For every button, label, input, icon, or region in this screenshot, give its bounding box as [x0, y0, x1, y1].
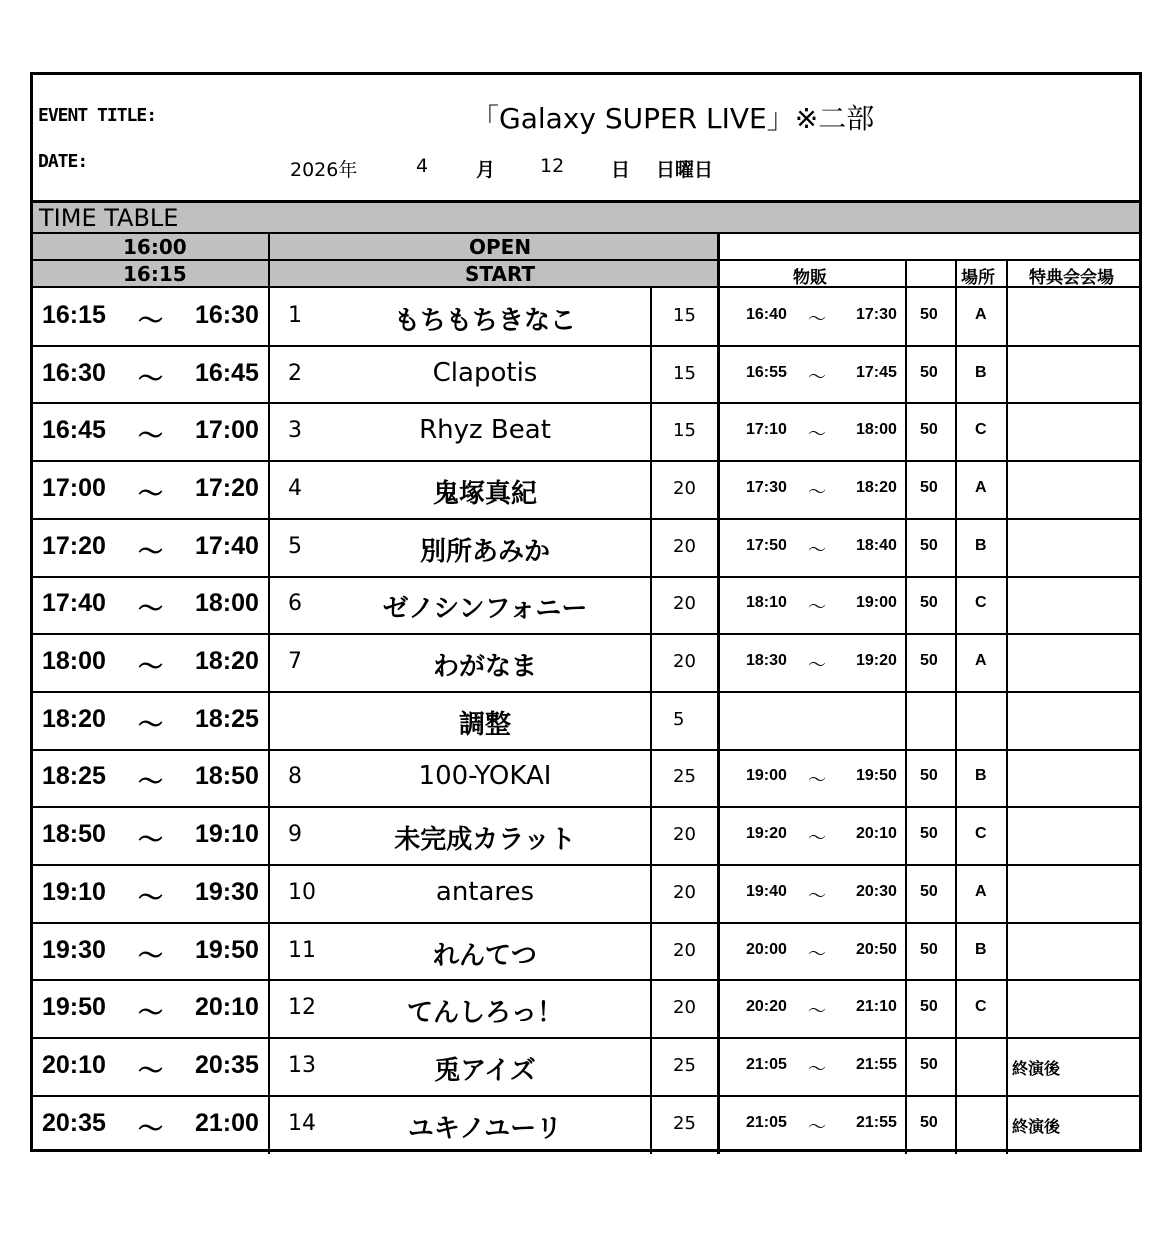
row-merch-tilde: 〜 [808, 539, 826, 561]
row-end-time: 21:00 [195, 1108, 259, 1137]
row-merch-end: 19:00 [856, 594, 897, 612]
row-merch-end: 18:20 [856, 478, 897, 496]
row-duration: 20 [673, 651, 696, 673]
row-merch-tilde: 〜 [808, 424, 826, 446]
row-tilde: 〜 [138, 826, 164, 855]
row-tilde: 〜 [138, 999, 164, 1028]
row-number: 13 [288, 1052, 316, 1078]
row-merch-start: 17:10 [746, 421, 787, 439]
row-duration: 20 [673, 824, 696, 846]
row-merch-end: 19:20 [856, 652, 897, 670]
row-end-time: 16:30 [195, 300, 259, 329]
row-merch-start: 20:00 [746, 940, 787, 958]
row-start-time: 20:10 [42, 1050, 106, 1079]
row-tilde: 〜 [138, 537, 164, 566]
row-number: 4 [288, 475, 302, 501]
row-duration: 25 [673, 1054, 696, 1076]
row-merch-tilde: 〜 [808, 481, 826, 503]
row-merch-duration: 50 [920, 363, 938, 381]
row-end-time: 19:30 [195, 877, 259, 906]
timetable-label: TIME TABLE [33, 203, 1139, 234]
start-time: 16:15 [123, 262, 187, 286]
row-merch-tilde: 〜 [808, 885, 826, 907]
row-tilde: 〜 [138, 710, 164, 739]
row-place: A [975, 305, 987, 323]
row-end-time: 18:25 [195, 704, 259, 733]
row-divider [33, 979, 1142, 981]
row-number: 9 [288, 822, 302, 848]
open-label: OPEN [469, 235, 532, 259]
row-performer-name: もちもちきなこ [393, 305, 576, 336]
row-merch-start: 17:50 [746, 536, 787, 554]
event-title: 「Galaxy SUPER LIVE」※二部 [471, 102, 875, 135]
row-merch-start: 20:20 [746, 998, 787, 1016]
row-number: 1 [288, 302, 302, 328]
row-duration: 20 [673, 881, 696, 903]
row-merch-start: 21:05 [746, 1055, 787, 1073]
row-merch-end: 17:30 [856, 305, 897, 323]
row-duration: 15 [673, 362, 696, 384]
start-row [33, 261, 719, 288]
row-merch-start: 18:10 [746, 594, 787, 612]
bonus-header: 特典会会場 [1029, 268, 1114, 288]
row-number: 5 [288, 533, 302, 559]
row-place: B [975, 536, 987, 554]
row-merch-end: 18:40 [856, 536, 897, 554]
row-number: 3 [288, 418, 302, 444]
date-day: 12 [540, 155, 565, 177]
row-merch-end: 17:45 [856, 363, 897, 381]
row-start-time: 17:00 [42, 473, 106, 502]
row-performer-name: 調整 [458, 709, 511, 740]
row-performer-name: ゼノシンフォニー [382, 594, 588, 625]
row-divider [33, 749, 1142, 751]
row-merch-start: 21:05 [746, 1113, 787, 1131]
date-weekday: 日曜日 [656, 159, 714, 181]
grid-vline [717, 234, 720, 1154]
grid-vline [1006, 259, 1008, 1154]
row-divider [33, 576, 1142, 578]
row-duration: 20 [673, 535, 696, 557]
row-performer-name: 100-YOKAI [418, 761, 552, 792]
row-tilde: 〜 [138, 479, 164, 508]
row-merch-start: 16:40 [746, 305, 787, 323]
row-merch-tilde: 〜 [808, 597, 826, 619]
row-performer-name: 別所あみか [419, 536, 550, 567]
event-header [33, 75, 1139, 203]
row-place: A [975, 882, 987, 900]
row-merch-start: 19:40 [746, 882, 787, 900]
row-merch-duration: 50 [920, 478, 938, 496]
row-merch-start: 19:00 [746, 767, 787, 785]
row-merch-tilde: 〜 [808, 308, 826, 330]
row-start-time: 16:45 [42, 416, 106, 445]
row-place: C [975, 594, 987, 612]
grid-vline [905, 259, 907, 1154]
row-place: C [975, 998, 987, 1016]
row-duration: 15 [673, 304, 696, 326]
row-start-time: 17:40 [42, 589, 106, 618]
row-duration: 5 [673, 708, 685, 730]
row-start-time: 19:10 [42, 877, 106, 906]
row-start-time: 18:25 [42, 762, 106, 791]
grid-vline [955, 259, 957, 1154]
row-divider [33, 345, 1142, 347]
row-divider [33, 460, 1142, 462]
row-end-time: 19:50 [195, 935, 259, 964]
row-start-time: 18:50 [42, 820, 106, 849]
row-merch-tilde: 〜 [808, 655, 826, 677]
row-merch-start: 17:30 [746, 478, 787, 496]
merch-header: 物販 [793, 268, 827, 288]
row-merch-end: 19:50 [856, 767, 897, 785]
row-performer-name: 鬼塚真紀 [432, 478, 537, 509]
row-merch-start: 19:20 [746, 825, 787, 843]
open-row [33, 234, 719, 261]
row-end-time: 20:35 [195, 1050, 259, 1079]
row-number: 14 [288, 1110, 316, 1136]
row-performer-name: 兎アイズ [434, 1055, 536, 1086]
row-duration: 25 [673, 766, 696, 788]
row-merch-tilde: 〜 [808, 1058, 826, 1080]
row-place: C [975, 825, 987, 843]
row-merch-end: 18:00 [856, 421, 897, 439]
date-day-unit: 日 [611, 159, 631, 181]
row-merch-duration: 50 [920, 1113, 938, 1131]
row-number: 6 [288, 591, 302, 617]
row-duration: 25 [673, 1112, 696, 1134]
row-merch-duration: 50 [920, 825, 938, 843]
row-end-time: 17:20 [195, 473, 259, 502]
row-divider [33, 864, 1142, 866]
row-divider [33, 1037, 1142, 1039]
row-end-time: 17:00 [195, 416, 259, 445]
row-merch-tilde: 〜 [808, 1116, 826, 1138]
row-merch-end: 21:10 [856, 998, 897, 1016]
row-bonus-venue: 終演後 [1012, 1060, 1061, 1078]
row-start-time: 17:20 [42, 531, 106, 560]
row-divider [33, 691, 1142, 693]
row-merch-tilde: 〜 [808, 828, 826, 850]
row-performer-name: Clapotis [432, 357, 538, 388]
row-merch-duration: 50 [920, 882, 938, 900]
row-place: B [975, 767, 987, 785]
row-merch-end: 21:55 [856, 1113, 897, 1131]
row-start-time: 18:00 [42, 647, 106, 676]
row-start-time: 19:30 [42, 935, 106, 964]
row-merch-end: 21:55 [856, 1055, 897, 1073]
row-divider [33, 518, 1142, 520]
row-merch-tilde: 〜 [808, 1001, 826, 1023]
row-merch-end: 20:30 [856, 882, 897, 900]
row-merch-start: 18:30 [746, 652, 787, 670]
date-month: 4 [416, 155, 429, 177]
row-place: B [975, 363, 987, 381]
row-tilde: 〜 [138, 595, 164, 624]
open-time: 16:00 [123, 235, 187, 259]
row-merch-duration: 50 [920, 767, 938, 785]
row-merch-duration: 50 [920, 536, 938, 554]
row-merch-tilde: 〜 [808, 366, 826, 388]
row-start-time: 16:30 [42, 358, 106, 387]
row-merch-duration: 50 [920, 421, 938, 439]
place-header: 場所 [961, 268, 995, 288]
date-label: DATE: [38, 151, 88, 172]
row-performer-name: てんしろっ！ [406, 998, 563, 1029]
row-divider [33, 402, 1142, 404]
row-number: 12 [288, 995, 316, 1021]
row-number: 7 [288, 649, 302, 675]
row-merch-duration: 50 [920, 940, 938, 958]
row-merch-duration: 50 [920, 305, 938, 323]
row-start-time: 19:50 [42, 993, 106, 1022]
row-tilde: 〜 [138, 883, 164, 912]
row-tilde: 〜 [138, 422, 164, 451]
row-duration: 20 [673, 997, 696, 1019]
row-divider [33, 806, 1142, 808]
row-performer-name: ユキノユーリ [407, 1113, 563, 1144]
row-divider [33, 1095, 1142, 1097]
row-end-time: 18:50 [195, 762, 259, 791]
row-merch-duration: 50 [920, 594, 938, 612]
row-end-time: 16:45 [195, 358, 259, 387]
row-merch-start: 16:55 [746, 363, 787, 381]
row-performer-name: わがなま [432, 652, 537, 683]
row-bonus-venue: 終演後 [1012, 1118, 1061, 1136]
row-tilde: 〜 [138, 364, 164, 393]
row-duration: 15 [673, 420, 696, 442]
row-merch-duration: 50 [920, 652, 938, 670]
row-tilde: 〜 [138, 306, 164, 335]
row-number: 2 [288, 360, 302, 386]
event-title-label: EVENT TITLE: [38, 105, 157, 126]
row-merch-tilde: 〜 [808, 943, 826, 965]
row-start-time: 16:15 [42, 300, 106, 329]
row-performer-name: Rhyz Beat [419, 415, 551, 446]
row-divider [33, 922, 1142, 924]
row-tilde: 〜 [138, 653, 164, 682]
row-divider [33, 633, 1142, 635]
row-tilde: 〜 [138, 768, 164, 797]
row-end-time: 18:00 [195, 589, 259, 618]
row-performer-name: れんてつ [432, 940, 537, 971]
row-performer-name: antares [435, 876, 535, 907]
row-merch-tilde: 〜 [808, 770, 826, 792]
row-merch-end: 20:10 [856, 825, 897, 843]
row-number: 8 [288, 764, 302, 790]
row-place: B [975, 940, 987, 958]
row-start-time: 18:20 [42, 704, 106, 733]
row-end-time: 17:40 [195, 531, 259, 560]
date-month-unit: 月 [476, 159, 496, 181]
row-duration: 20 [673, 939, 696, 961]
timetable-sheet [30, 72, 1142, 1152]
row-performer-name: 未完成カラット [394, 825, 576, 856]
row-merch-end: 20:50 [856, 940, 897, 958]
row-start-time: 20:35 [42, 1108, 106, 1137]
row-place: C [975, 421, 987, 439]
row-end-time: 20:10 [195, 993, 259, 1022]
row-end-time: 18:20 [195, 647, 259, 676]
row-place: A [975, 478, 987, 496]
grid-vline [268, 234, 270, 1154]
row-merch-duration: 50 [920, 1055, 938, 1073]
row-tilde: 〜 [138, 941, 164, 970]
row-number: 11 [288, 937, 316, 963]
row-duration: 20 [673, 477, 696, 499]
start-label: START [465, 262, 536, 286]
row-place: A [975, 652, 987, 670]
row-duration: 20 [673, 593, 696, 615]
row-number: 10 [288, 879, 316, 905]
row-end-time: 19:10 [195, 820, 259, 849]
date-year: 2026年 [290, 159, 358, 181]
row-tilde: 〜 [138, 1114, 164, 1143]
row-tilde: 〜 [138, 1056, 164, 1085]
row-merch-duration: 50 [920, 998, 938, 1016]
